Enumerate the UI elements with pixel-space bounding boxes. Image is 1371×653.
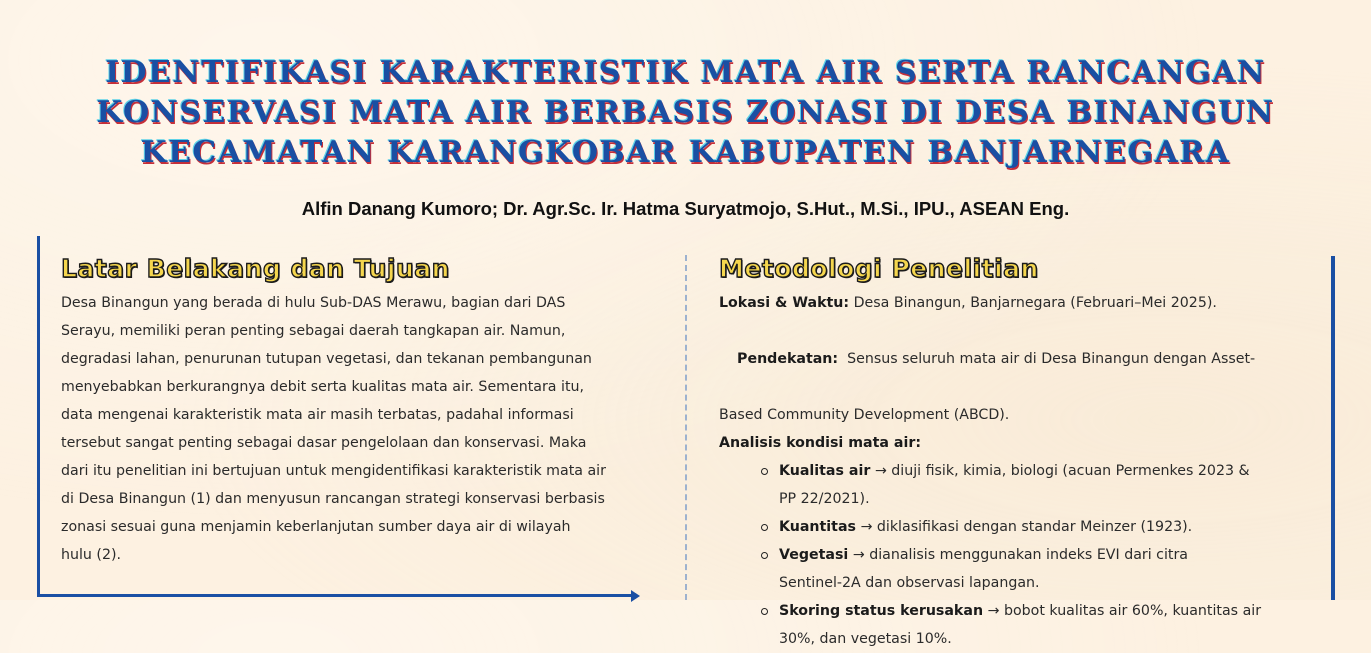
authors: Alfin Danang Kumoro; Dr. Agr.Sc. Ir. Hatma Suryatmojo, S.Hut., M.Si., IPU., ASEAN Eng. — [301, 198, 1070, 219]
item-text-cont: PP 22/2021). — [779, 491, 870, 507]
paragraph-line: menyebabkan berkurangnya debit serta kualitas mata air. Sementara itu, — [61, 379, 585, 395]
item-label: Kuantitas — [779, 519, 856, 535]
bullet-circle-icon — [761, 608, 768, 615]
analysis-label: Analisis kondisi mata air: — [719, 435, 921, 451]
right-section-border — [1331, 256, 1335, 600]
paragraph-line: Desa Binangun yang berada di hulu Sub-DAS Merawu, bagian dari DAS — [61, 295, 566, 311]
paragraph-line: tersebut sangat penting sebagai dasar pengelolaan dan konservasi. Maka — [61, 435, 587, 451]
arrow-icon: → — [855, 519, 877, 535]
approach-text: Sensus seluruh mata air di Desa Binangun dengan Asset- — [838, 351, 1256, 367]
background-heading: Latar Belakang dan Tujuan — [61, 254, 450, 283]
list-item-quantity — [719, 513, 1319, 541]
list-item-vegetation — [719, 541, 1319, 597]
item-label: Kualitas air — [779, 463, 871, 479]
location-text: Desa Binangun, Banjarnegara (Februari–Mei 2025). — [849, 295, 1217, 311]
paragraph-line: degradasi lahan, penurunan tutupan vegetasi, dan tekanan pembangunan — [61, 351, 592, 367]
list-item-damage-scoring — [719, 597, 1319, 653]
paragraph-line: hulu (2). — [61, 547, 122, 563]
paragraph-line: di Desa Binangun (1) dan menyusun rancangan strategi konservasi berbasis — [61, 491, 605, 507]
approach-label: Pendekatan: — [737, 351, 839, 367]
method-content — [719, 289, 1319, 653]
item-text: bobot kualitas air 60%, kuantitas air — [1003, 603, 1262, 619]
bullet-circle-icon — [761, 468, 768, 475]
paragraph-line: Serayu, memiliki peran penting sebagai daerah tangkapan air. Namun, — [61, 323, 566, 339]
list-item-water-quality — [719, 457, 1319, 513]
title-line-3: KECAMATAN KARANGKOBAR KABUPATEN BANJARNEGARA — [140, 135, 1231, 170]
arrow-icon: → — [870, 463, 892, 479]
poster-title — [0, 53, 1371, 173]
location-label: Lokasi & Waktu: — [719, 295, 850, 311]
item-text: diklasifikasi dengan standar Meinzer (1923). — [876, 519, 1193, 535]
analysis-list — [719, 457, 1319, 653]
location-line — [719, 289, 1319, 317]
bullet-circle-icon — [761, 552, 768, 559]
background-paragraph — [61, 289, 676, 569]
item-text-cont: 30%, dan vegetasi 10%. — [779, 631, 952, 647]
bullet-circle-icon — [761, 524, 768, 531]
item-text: diuji fisik, kimia, biologi (acuan Permenkes 2023 & — [891, 463, 1250, 479]
column-divider — [685, 255, 687, 600]
item-label: Vegetasi — [779, 547, 849, 563]
arrow-icon: → — [983, 603, 1004, 619]
item-text: dianalisis menggunakan indeks EVI dari citra — [869, 547, 1189, 563]
approach-line-2: Based Community Development (ABCD). — [719, 407, 1010, 423]
title-line-2: KONSERVASI MATA AIR BERBASIS ZONASI DI DESA BINANGUN — [96, 95, 1275, 130]
arrow-icon: → — [848, 547, 870, 563]
analysis-label-line — [719, 429, 1319, 457]
title-line-1: IDENTIFIKASI KARAKTERISTIK MATA AIR SERTA RANCANGAN — [105, 55, 1266, 90]
method-heading: Metodologi Penelitian — [719, 254, 1039, 283]
item-label: Skoring status kerusakan — [779, 603, 984, 619]
item-text-cont: Sentinel-2A dan observasi lapangan. — [779, 575, 1040, 591]
paragraph-line: data mengenai karakteristik mata air masih terbatas, padahal informasi — [61, 407, 574, 423]
arrow-right-icon — [631, 590, 640, 602]
paragraph-line: dari itu penelitian ini bertujuan untuk mengidentifikasi karakteristik mata air — [61, 463, 606, 479]
approach-line — [719, 317, 1319, 401]
paragraph-line: zonasi sesuai guna menjamin keberlanjutan sumber daya air di wilayah — [61, 519, 571, 535]
